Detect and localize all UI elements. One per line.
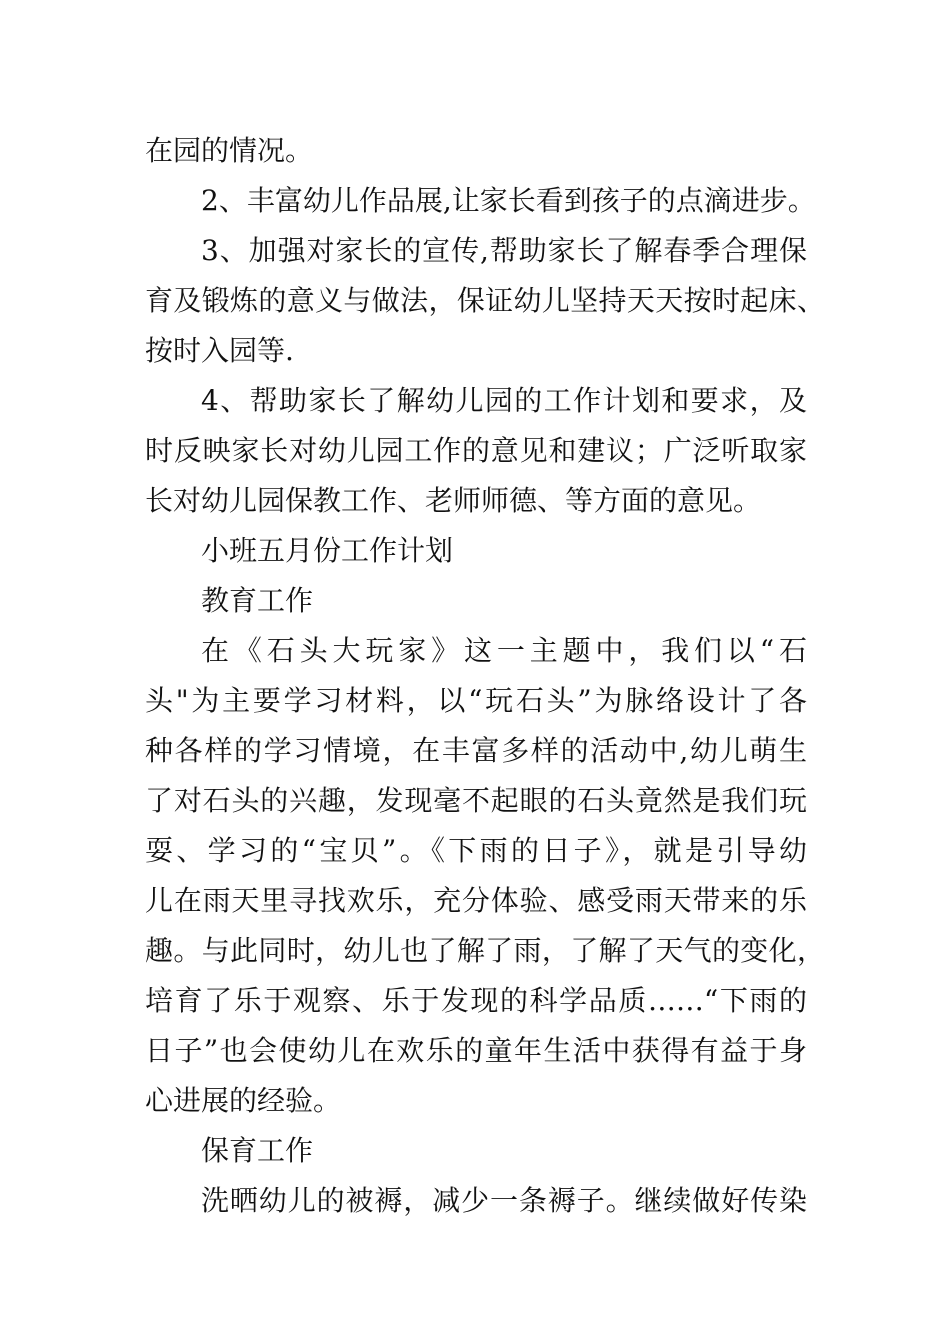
text-line: 培育了乐于观察、乐于发现的科学品质……“下雨的	[145, 984, 807, 1017]
text-line: 在园的情况。	[145, 134, 314, 167]
section-heading: 保育工作	[201, 1134, 314, 1167]
text-line: 头"为主要学习材料，以“玩石头”为脉络设计了各	[145, 684, 807, 717]
text-line: 儿在雨天里寻找欢乐，充分体验、感受雨天带来的乐	[145, 884, 807, 917]
text-line: 育及锻炼的意义与做法，保证幼儿坚持天天按时起床、	[145, 284, 825, 317]
text-line: 耍、学习的“宝贝”。《下雨的日子》，就是引导幼	[145, 834, 807, 867]
text-line: 趣。与此同时，幼儿也了解了雨，了解了天气的变化，	[145, 934, 825, 967]
text-line: 4、帮助家长了解幼儿园的工作计划和要求，及	[201, 384, 807, 417]
text-line: 心进展的经验。	[145, 1084, 342, 1117]
text-line: 2、丰富幼儿作品展,让家长看到孩子的点滴进步。	[201, 184, 816, 217]
text-line: 日子”也会使幼儿在欢乐的童年生活中获得有益于身	[145, 1034, 807, 1067]
text-line: 在《石头大玩家》这一主题中，我们以“石	[201, 634, 807, 667]
text-line: 洗晒幼儿的被褥，减少一条褥子。继续做好传染	[201, 1184, 807, 1217]
text-line: 时反映家长对幼儿园工作的意见和建议；广泛听取家	[145, 434, 807, 467]
section-heading: 小班五月份工作计划	[201, 534, 454, 567]
text-line: 3、加强对家长的宣传,帮助家长了解春季合理保	[201, 234, 807, 267]
text-line: 长对幼儿园保教工作、老师师德、等方面的意见。	[145, 484, 762, 517]
text-line: 了对石头的兴趣，发现毫不起眼的石头竟然是我们玩	[145, 784, 807, 817]
section-heading: 教育工作	[201, 584, 314, 617]
text-line: 种各样的学习情境，在丰富多样的活动中,幼儿萌生	[145, 734, 807, 767]
text-line: 按时入园等.	[145, 334, 294, 367]
